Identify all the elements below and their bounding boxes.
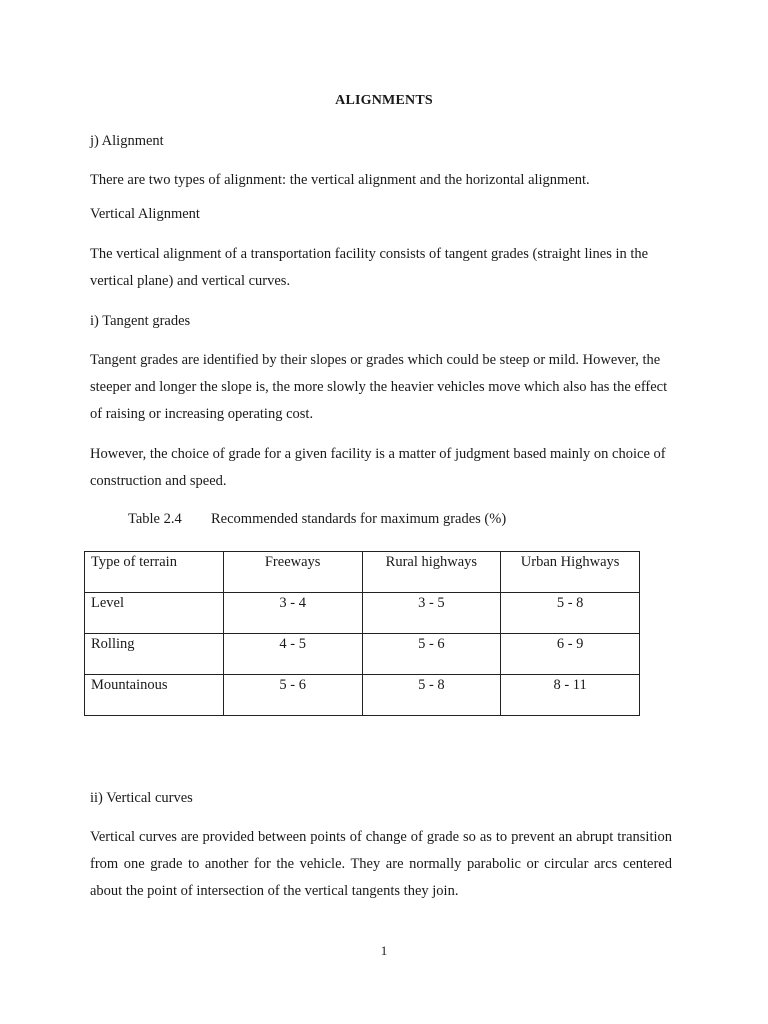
table-cell: 8 - 11 <box>501 675 640 716</box>
table-header-cell: Type of terrain <box>85 552 224 593</box>
table-cell: Mountainous <box>85 675 224 716</box>
vertical-alignment-paragraph: The vertical alignment of a transportation facility consists of tangent grades (straight lines in the vertical plane) and vertical curves. <box>90 246 649 289</box>
page-title: ALIGNMENTS <box>335 93 433 108</box>
table-cell: 6 - 9 <box>501 634 640 675</box>
choice-paragraph: However, the choice of grade for a given facility is a matter of judgment based mainly on choice of construction and speed. <box>90 446 666 489</box>
table-cell: 5 - 6 <box>362 634 501 675</box>
table-row <box>85 634 640 675</box>
section-heading-alignment: j) Alignment <box>90 133 164 149</box>
table-cell: 5 - 8 <box>362 675 501 716</box>
grades-table <box>84 551 640 716</box>
table-cell: 5 - 8 <box>501 593 640 634</box>
table-row <box>85 593 640 634</box>
table-caption-number: Table 2.4 <box>128 511 182 527</box>
page-number: 1 <box>380 943 388 958</box>
table-caption-text: Recommended standards for maximum grades (%) <box>211 511 507 527</box>
subheading-vertical-alignment: Vertical Alignment <box>90 206 200 222</box>
table-cell: 3 - 4 <box>223 593 362 634</box>
table-cell: 4 - 5 <box>223 634 362 675</box>
table-header-cell: Rural highways <box>362 552 501 593</box>
table-header-row <box>85 552 640 593</box>
intro-paragraph: There are two types of alignment: the vertical alignment and the horizontal alignment. <box>90 172 590 188</box>
table-cell: Level <box>85 593 224 634</box>
vertical-curves-paragraph: Vertical curves are provided between points of change of grade so as to prevent an abrupt transition from one grade to another for the vehicle. They are normally parabolic or circular arcs centered about the point of intersection of the vertical tangents they join. <box>90 829 672 899</box>
table-row <box>85 675 640 716</box>
table-header-cell: Freeways <box>223 552 362 593</box>
vertical-curves-heading: ii) Vertical curves <box>90 790 193 806</box>
table-header-cell: Urban Highways <box>501 552 640 593</box>
table-cell: Rolling <box>85 634 224 675</box>
table-caption <box>128 511 506 528</box>
table-cell: 5 - 6 <box>223 675 362 716</box>
table-cell: 3 - 5 <box>362 593 501 634</box>
tangent-grades-paragraph: Tangent grades are identified by their slopes or grades which could be steep or mild. However, the steeper and longer the slope is, the more slowly the heavier vehicles move which also has the effect of raising or increasing operating cost. <box>90 352 668 422</box>
tangent-grades-heading: i) Tangent grades <box>90 313 191 329</box>
